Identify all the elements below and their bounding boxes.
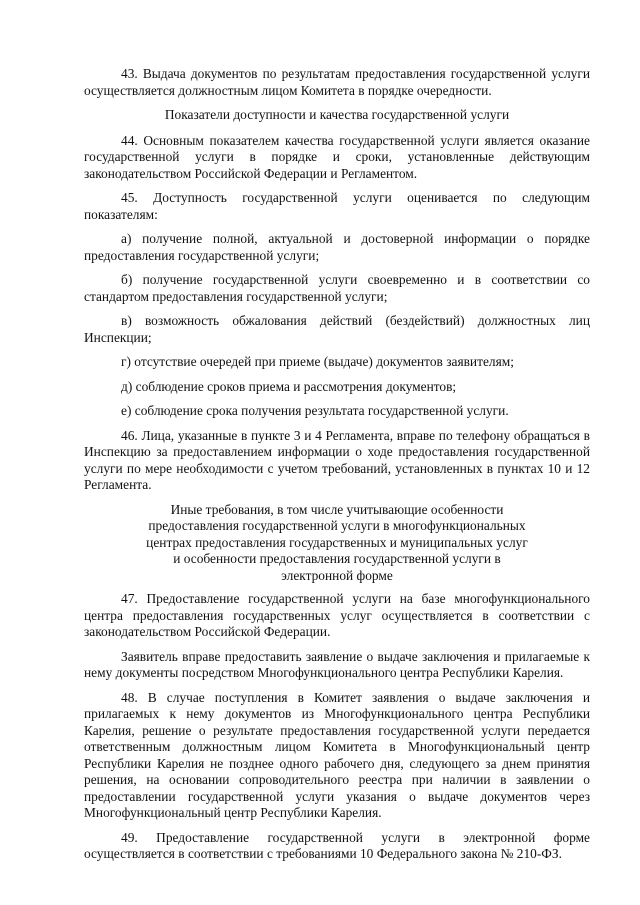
- paragraph-47-applicant: Заявитель вправе предоставить заявление о выдаче заключения и прилагаемые к нему документы посредством Многофункционального центра Республики Карелия.: [84, 648, 590, 680]
- paragraph-44: 44. Основным показателем качества государственной услуги является оказание государственной услуги в порядке и сроки, установленные действующим законодательством Российской Федерации и Регламентом.: [84, 132, 590, 181]
- paragraph-47: 47. Предоставление государственной услуги на базе многофункционального центра предоставления государственных услуг осуществляется в соответствии с законодательством Российской Федерации.: [84, 591, 590, 639]
- paragraph-46: 46. Лица, указанные в пункте 3 и 4 Регламента, вправе по телефону обращаться в Инспекцию за предоставлением информации о ходе предоставления государственной услуги по мере необходимости с учетом требований, установленных в пунктах 10 и 12 Регламента.: [84, 427, 590, 492]
- paragraph-43: 43. Выдача документов по результатам предоставления государственной услуги осуществляется должностным лицом Комитета в порядке очередности.: [84, 66, 590, 98]
- section-heading-quality: Показатели доступности и качества государственной услуги: [164, 107, 510, 122]
- paragraph-45-a: а) получение полной, актуальной и достоверной информации о порядке предоставления государственной услуги;: [84, 231, 590, 263]
- paragraph-49: 49. Предоставление государственной услуги в электронной форме осуществляется в соответствии с требованиями 10 Федерального закона № 210-ФЗ.: [84, 829, 590, 861]
- document-body: [84, 66, 590, 863]
- paragraph-45-e: е) соблюдение срока получения результата государственной услуги.: [121, 403, 509, 418]
- paragraph-45-g: г) отсутствие очередей при приеме (выдаче) документов заявителям;: [121, 354, 514, 369]
- paragraph-45-d: д) соблюдение сроков приема и рассмотрения документов;: [121, 378, 457, 394]
- paragraph-45: 45. Доступность государственной услуги оценивается по следующим показателям:: [84, 190, 590, 222]
- paragraph-48: 48. В случае поступления в Комитет заявления о выдаче заключения и прилагаемых к нему документов из Многофункционального центра Республики Карелия, решение о результате предоставления государственной услуги передается ответственным должностным лицом Комитета в Многофункциональный центр Республики Карелия не позднее одного рабочего дня, следующего за днем принятия решения, на основании сопроводительного реестра при наличии в заявлении о предоставлении государственной услуги указания о выдаче документов через Многофункциональный центр Республики Карелия.: [84, 689, 590, 820]
- section-heading-other-requirements: Иные требования, в том числе учитывающие особенности предоставления государственной услуги в многофункциональных центрах предоставления государственных и муниципальных услуг и особенности предоставления государственной услуги в электронной форме: [146, 501, 528, 583]
- paragraph-45-b: б) получение государственной услуги своевременно и в соответствии со стандартом предоставления государственной услуги;: [84, 272, 590, 304]
- paragraph-45-v: в) возможность обжалования действий (бездействий) должностных лиц Инспекции;: [84, 313, 590, 345]
